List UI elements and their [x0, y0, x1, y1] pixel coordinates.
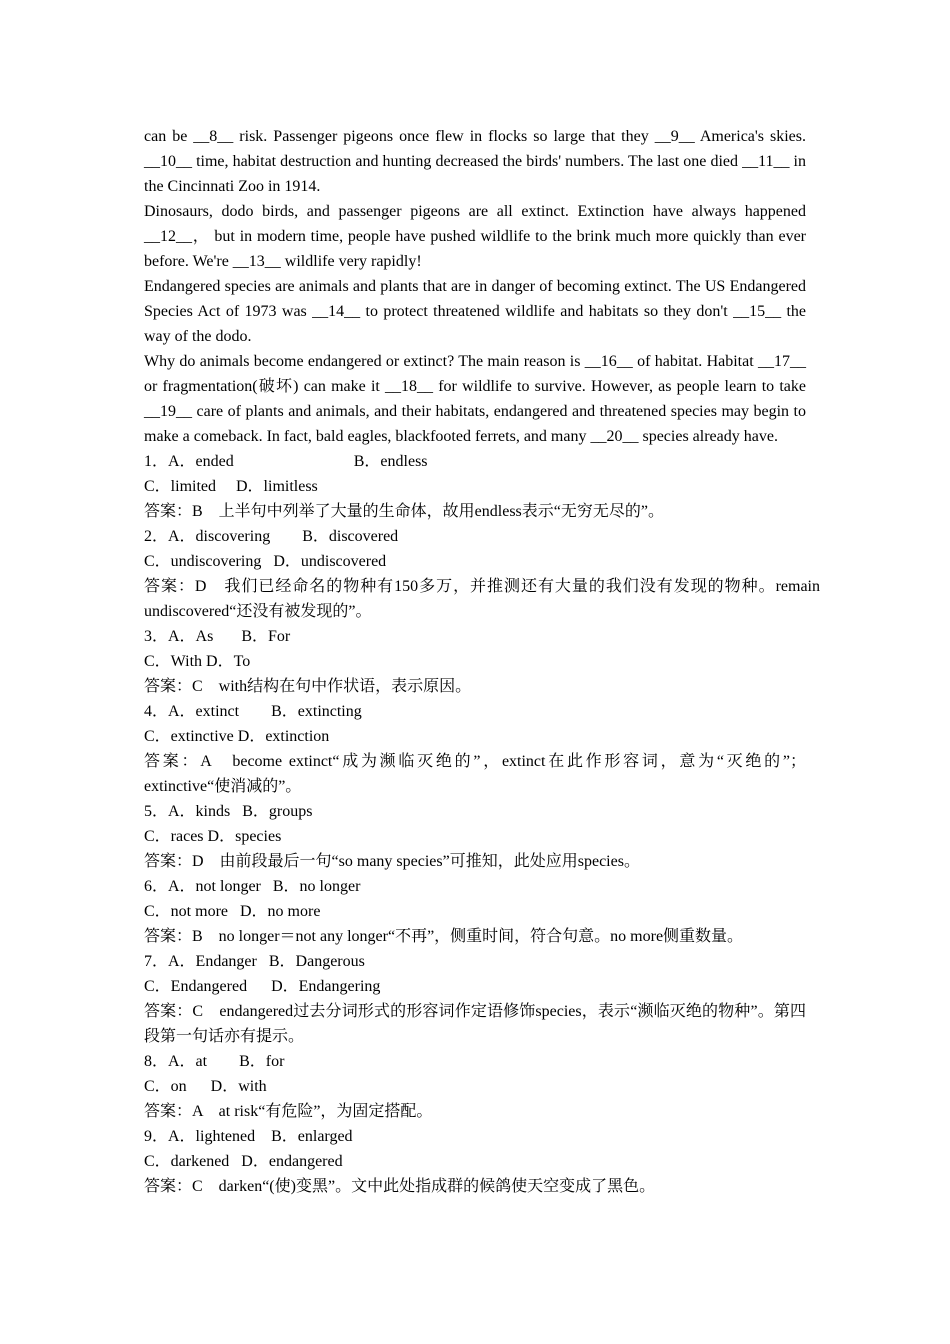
question-4-answer: 答案：A become extinct“成为濒临灭绝的”，extinct在此作形容词，意为“灭绝的”；extinctive“使消减的”。 [144, 753, 806, 795]
question-3-options-ab: 3．A．As B．For [144, 628, 291, 645]
question-7-answer: 答案：C endangered过去分词形式的形容词作定语修饰species，表示“濒临灭绝的物种”。第四段第一句话亦有提示。 [144, 1003, 806, 1045]
question-7-options-ab: 7．A．Endanger B．Dangerous [144, 953, 365, 970]
question-6-answer: 答案：B no longer＝not any longer“不再”，侧重时间，符合句意。no more侧重数量。 [144, 928, 744, 945]
passage-paragraph: Why do animals become endangered or extinct? The main reason is __16__ of habitat. Habitat __17__ or fragmentation(破坏) can make it __18__ for wildlife to survive. However, as people learn to take __19__ care of plants and animals, and their habitats, endangered and threatened species may begin to make a comeback. In fact, bald eagles, blackfooted ferrets, and many __20__ species already have. [144, 353, 806, 445]
question-7-options-cd: C．Endangered D．Endangering [144, 978, 381, 995]
question-8-answer: 答案：A at risk“有危险”，为固定搭配。 [144, 1103, 433, 1120]
question-2-options-cd: C．undiscovering D．undiscovered [144, 553, 387, 570]
question-8-options-cd: C．on D．with [144, 1078, 267, 1095]
passage-paragraph: Endangered species are animals and plants that are in danger of becoming extinct. The US Endangered Species Act of 1973 was __14__ to protect threatened wildlife and habitats so they don't __15__ the way of the dodo. [144, 278, 806, 345]
question-3-options-cd: C．With D．To [144, 653, 251, 670]
document-page [144, 124, 820, 1199]
question-3-answer: 答案：C with结构在句中作状语，表示原因。 [144, 678, 472, 695]
question-2-options-ab: 2．A．discovering B．discovered [144, 528, 399, 545]
passage-paragraph: can be __8__ risk. Passenger pigeons once flew in flocks so large that they __9__ America's skies. __10__ time, habitat destruction and hunting decreased the birds' numbers. The last one died __11__ in the Cincinnati Zoo in 1914. [144, 128, 806, 195]
question-5-answer: 答案：D 由前段最后一句“so many species”可推知，此处应用species。 [144, 853, 640, 870]
question-1-options-ab: 1．A．ended B．endless [144, 453, 428, 470]
question-4-options-ab: 4．A．extinct B．extincting [144, 703, 362, 720]
question-2-answer: 答案：D 我们已经命名的物种有150多万，并推测还有大量的我们没有发现的物种。remain undiscovered“还没有被发现的”。 [144, 578, 820, 620]
question-5-options-ab: 5．A．kinds B．groups [144, 803, 313, 820]
question-6-options-cd: C．not more D．no more [144, 903, 321, 920]
question-9-options-cd: C．darkened D．endangered [144, 1153, 343, 1170]
question-6-options-ab: 6．A．not longer B．no longer [144, 878, 361, 895]
question-8-options-ab: 8．A．at B．for [144, 1053, 285, 1070]
question-9-answer: 答案：C darken“(使)变黑”。文中此处指成群的候鸽使天空变成了黑色。 [144, 1178, 656, 1195]
passage-paragraph: Dinosaurs, dodo birds, and passenger pigeons are all extinct. Extinction have always happened __12__， but in modern time, people have pushed wildlife to the brink much more quickly than ever before. We're __13__ wildlife very rapidly! [144, 203, 806, 270]
question-1-answer: 答案：B 上半句中列举了大量的生命体，故用endless表示“无穷无尽的”。 [144, 503, 664, 520]
question-4-options-cd: C．extinctive D．extinction [144, 728, 330, 745]
question-1-options-cd: C．limited D．limitless [144, 478, 318, 495]
question-9-options-ab: 9．A．lightened B．enlarged [144, 1128, 353, 1145]
question-5-options-cd: C．races D．species [144, 828, 282, 845]
